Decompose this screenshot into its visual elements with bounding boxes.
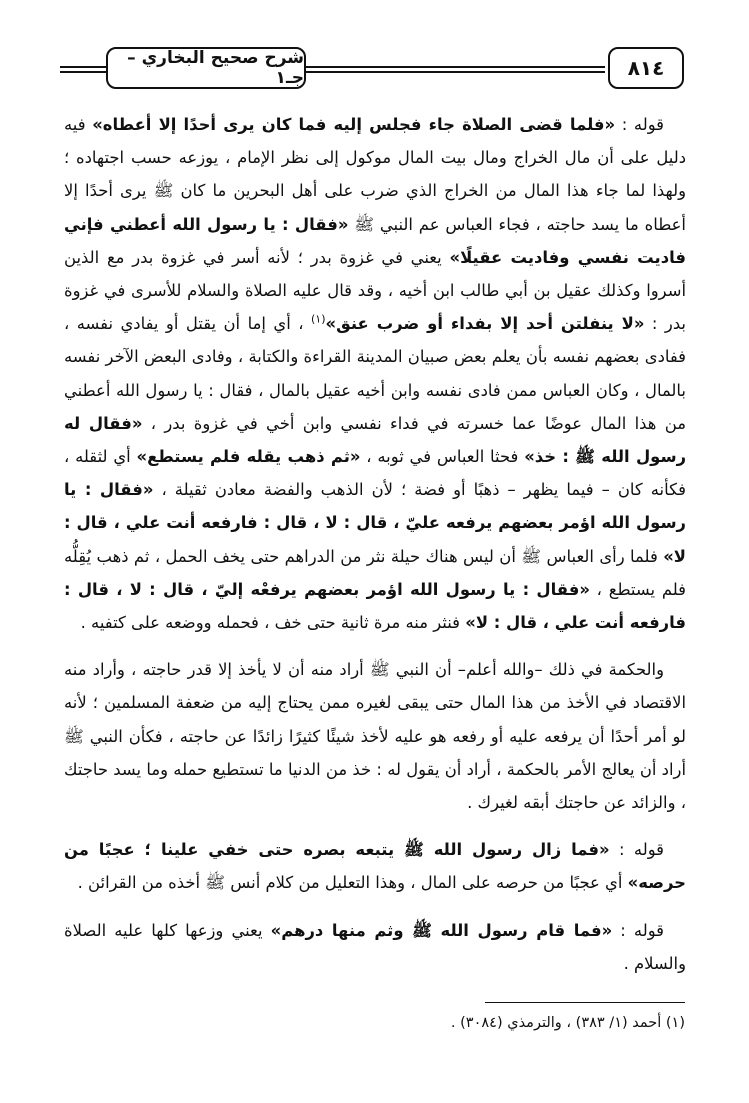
footnote-marker: (١) [310,312,326,326]
commentary-text: قوله : [615,115,664,134]
hadith-quote: «فقال : يا رسول الله اؤمر بعضهم يرفعْه إليّ ، قال : لا ، قال : فارفعه أنت علي ، قال : لا» [64,579,686,633]
paragraph [64,833,686,899]
commentary-text: أي عجبًا من حرصه على المال ، وهذا التعليل من كلام أنس ﷺ أخذه من القرائن . [77,873,628,893]
hadith-quote: «فقال له رسول الله ﷺ : خذ» [64,413,687,467]
commentary-text: فيه دليل على أن مال الخراج ومال بيت المال موكول إلى نظر الإمام ، يوزعه حسب اجتهاده ؛ ولهذا لما جاء هذا المال من الخراج الذي ضرب على أهل البحرين ما كان ﷺ يرى أحدًا إلا أعطاه ما يسد حاجته ، فجاء العباس عم النبي ﷺ [64,115,686,234]
commentary-text: قوله : [609,840,665,860]
main-text [64,108,686,980]
commentary-text: قوله : [612,920,664,940]
header-rule-middle-bottom [305,71,605,73]
commentary-text: أي لثقله ، فكأنه كان – فيما يظهر – ذهبًا أو فضة ؛ لأن الذهب والفضة معادن ثقيلة ، [64,447,686,500]
hadith-quote: «فما زال رسول الله ﷺ يتبعه بصره حتى خفي علينا ؛ عجبًا من حرصه» [64,840,686,893]
commentary-text: يعني وزعها كلها عليه الصلاة والسلام . [64,920,686,973]
commentary-text: ، أي إما أن يقتل أو يفادي نفسه ، ففادى بعضهم نفسه بأن يعلم بعض صبيان المدينة القراءة والكتابة ، وفادى البعض الآخر نفسه بالمال ، وكان العباس ممن فادى نفسه وابن أخيه عقيل بالمال ، فقال : يا رسول الله أعطني من هذا المال عوضًا عما خسرته في فداء نفسي وابن أخي في غزوة بدر ، [64,314,687,433]
book-title: شرح صحيح البخاري – جـ١ [106,47,306,89]
hadith-quote: «فلما قضى الصلاة جاء فجلس إليه فما كان يرى أحدًا إلا أعطاه» [92,115,616,134]
commentary-text: فنثر منه مرة ثانية حتى خف ، فحمله ووضعه على كتفيه . [80,613,466,633]
hadith-quote: «لا ينفلتن أحد إلا بفداء أو ضرب عنق» [325,314,645,334]
page-header [60,44,690,100]
commentary-text: فلما رأى العباس ﷺ أن ليس هناك حيلة نثر من الدراهم حتى يخف الحمل ، ثم ذهب يُقِلُّه فلم يستطع ، [64,546,686,599]
commentary-text: والحكمة في ذلك –والله أعلم– أن النبي ﷺ أراد منه أن لا يأخذ إلا قدر حاجته ، وأراد منه الاقتصاد في الأخذ من هذا المال حتى يبقى لغيره ممن يحتاج إليه من ضعفة المسلمين ؛ لأنه لو أمر أحدًا أن يرفعه عليه أو رفعه هو عليه لأخذ شيئًا كثيرًا زائدًا عن حاجته ، فكأن النبي ﷺ أراد أن يعالج الأمر بالحكمة ، أراد أن يقول له : خذ من الدنيا ما تستطيع حمله وما يسد حاجتك ، والزائد عن حاجتك أبقه لغيرك . [64,660,686,813]
commentary-text: فحثا العباس في ثوبه ، [360,447,525,467]
footnote: (١) أحمد (١/ ٣٨٣) ، والترمذي (٣٠٨٤) . [450,1015,685,1031]
paragraph [64,653,686,819]
hadith-quote: «ثم ذهب يقله فلم يستطع» [136,447,361,467]
footnote-divider [485,1002,685,1003]
hadith-quote: «فقال : يا رسول الله أعطني فإني فاديت نفسي وفاديت عقيلًا» [64,214,686,267]
paragraph [64,108,686,639]
hadith-quote: «فما قام رسول الله ﷺ وثم منها درهم» [270,920,613,940]
hadith-quote: «فقال : يا رسول الله اؤمر بعضهم يرفعه عليّ ، قال : لا ، قال : فارفعه أنت علي ، قال : لا» [64,480,686,566]
header-rule-middle-top [305,66,605,68]
page-number: ٨١٤ [608,47,684,89]
paragraph [64,914,686,980]
commentary-text: يعني في غزوة بدر ؛ لأنه أسر في غزوة بدر مع الذين أسروا وكذلك عقيل بن أبي طالب ابن أخيه ، وقد قال عليه الصلاة والسلام للأسرى في غزوة بدر : [64,247,686,334]
